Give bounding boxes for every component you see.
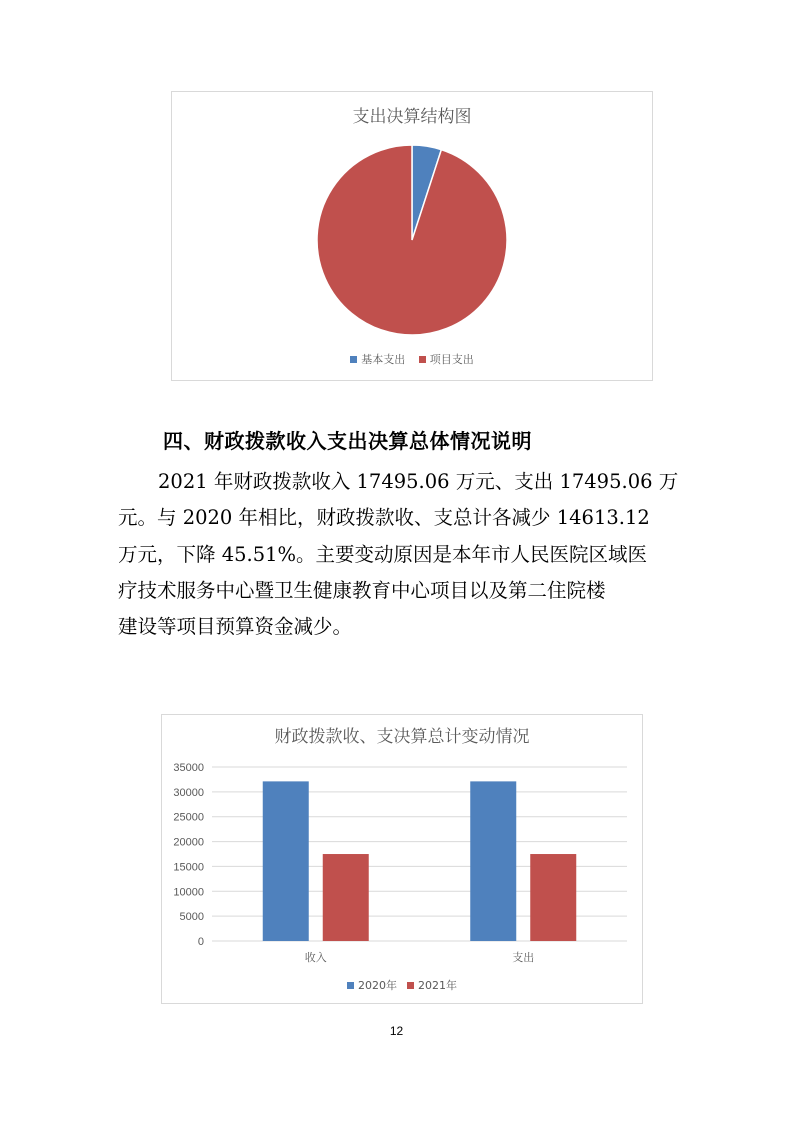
pie-chart-title: 支出决算结构图 — [352, 107, 472, 127]
pie-legend-swatch-project — [419, 356, 426, 363]
y-tick-label-0: 0 — [197, 936, 204, 948]
paragraph-line-1: 2021 年财政拨款收入 17495.06 万元、支出 17495.06 万 — [158, 470, 679, 493]
pie-legend-swatch-basic — [350, 356, 357, 363]
pie-legend-item-basic — [350, 351, 405, 367]
section-heading: 四、财政拨款收入支出决算总体情况说明 — [163, 429, 532, 453]
section-paragraph — [118, 464, 678, 645]
bar-chart-box — [161, 714, 643, 1004]
bar-0-1 — [323, 854, 369, 941]
y-tick-label-7: 35000 — [173, 762, 204, 774]
paragraph-line-3: 万元，下降 45.51%。主要变动原因是本年市人民医院区域医 — [118, 542, 648, 566]
paragraph-line-5: 建设等项目预算资金减少。 — [118, 615, 353, 639]
pie-chart-box — [171, 91, 653, 381]
bar-legend-swatch-1 — [407, 982, 414, 989]
pie-chart — [172, 92, 652, 380]
y-tick-label-3: 15000 — [173, 861, 204, 874]
bar-1-0 — [470, 781, 516, 941]
bar-chart-title: 财政拨款收、支决算总计变动情况 — [274, 727, 530, 747]
x-tick-label-1: 支出 — [512, 952, 535, 964]
x-tick-label-0: 收入 — [304, 952, 327, 964]
bar-1-1 — [530, 854, 576, 941]
bar-legend-label-1: 2021年 — [418, 979, 457, 992]
bar-chart — [162, 715, 642, 1003]
bar-legend — [162, 977, 642, 993]
paragraph-line-4: 疗技术服务中心暨卫生健康教育中心项目以及第二住院楼 — [118, 578, 606, 602]
pie-legend-item-project — [419, 351, 474, 367]
bar-legend-swatch-0 — [347, 982, 354, 989]
pie-legend-label-project: 项目支出 — [429, 353, 474, 366]
bar-0-0 — [263, 781, 309, 941]
bar-legend-label-0: 2020年 — [358, 979, 397, 992]
y-tick-label-5: 25000 — [173, 811, 204, 824]
y-tick-label-2: 10000 — [173, 886, 204, 899]
page-number: 12 — [389, 1024, 404, 1038]
pie-slice-1 — [317, 145, 507, 335]
y-tick-label-1: 5000 — [179, 911, 204, 924]
y-tick-label-6: 30000 — [173, 786, 204, 799]
paragraph-line-2: 元。与 2020 年相比，财政拨款收、支总计各减少 14613.12 — [118, 506, 650, 530]
y-tick-label-4: 20000 — [173, 836, 204, 849]
bar-legend-item-0 — [347, 977, 397, 993]
pie-legend-label-basic: 基本支出 — [361, 353, 406, 366]
pie-legend — [172, 351, 652, 367]
bar-legend-item-1 — [407, 977, 457, 993]
